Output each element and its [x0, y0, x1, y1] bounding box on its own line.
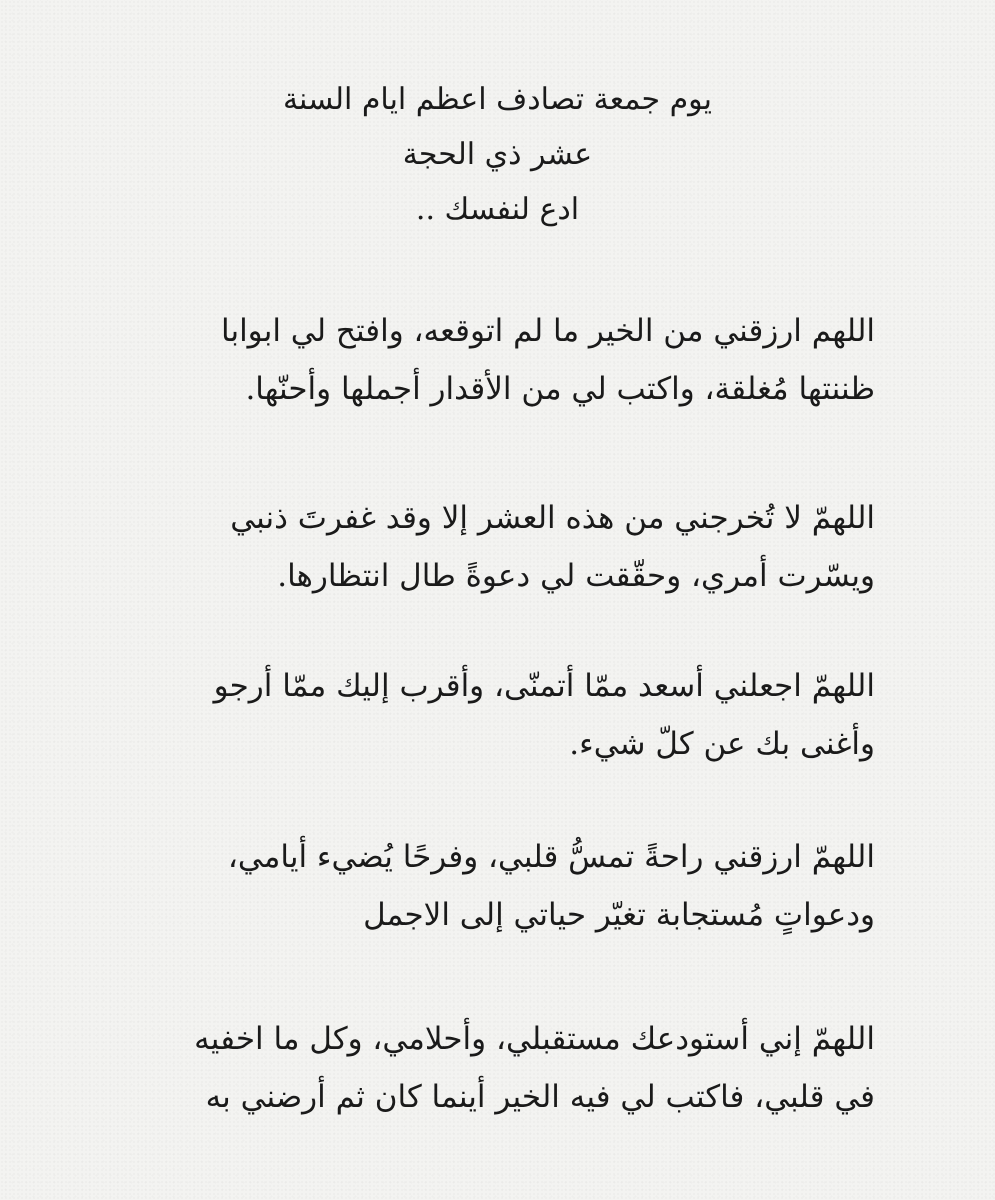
prayer-line: ظننتها مُغلقة، واكتب لي من الأقدار أجملها وأحنّها. — [245, 371, 875, 407]
prayer-paragraph-4 — [150, 828, 875, 944]
prayer-line: اللهمّ اجعلني أسعد ممّا أتمنّى، وأقرب إليك ممّا أرجو — [213, 668, 875, 704]
prayer-paragraph-3 — [150, 657, 875, 773]
prayer-line: اللهمّ ارزقني راحةً تمسُّ قلبي، وفرحًا يُضيء أيامي، — [227, 839, 875, 875]
prayer-paragraph-2 — [150, 489, 875, 605]
prayer-line: ويسّرت أمري، وحقّقت لي دعوةً طال انتظارها. — [277, 558, 875, 594]
prayer-line: اللهمّ إني أستودعك مستقبلي، وأحلامي، وكل ما اخفيه — [194, 1021, 875, 1057]
header-title: يوم جمعة تصادف اعظم ايام السنة — [282, 82, 713, 117]
header-block — [0, 72, 995, 237]
prayer-line: ودعواتٍ مُستجابة تغيّر حياتي إلى الاجمل — [363, 897, 875, 933]
prayer-line: في قلبي، فاكتب لي فيه الخير أينما كان ثم أرضني به — [205, 1079, 875, 1115]
header-call: ادع لنفسك .. — [415, 192, 580, 227]
prayer-line: اللهم ارزقني من الخير ما لم اتوقعه، وافتح لي ابوابا — [221, 313, 875, 349]
header-subtitle: عشر ذي الحجة — [402, 137, 593, 172]
prayer-line: اللهمّ لا تُخرجني من هذه العشر إلا وقد غفرتَ ذنبي — [230, 500, 875, 536]
prayer-paragraph-1 — [150, 302, 875, 418]
prayer-line: وأغنى بك عن كلّ شيء. — [569, 726, 875, 762]
prayer-paragraph-5 — [150, 1010, 875, 1126]
